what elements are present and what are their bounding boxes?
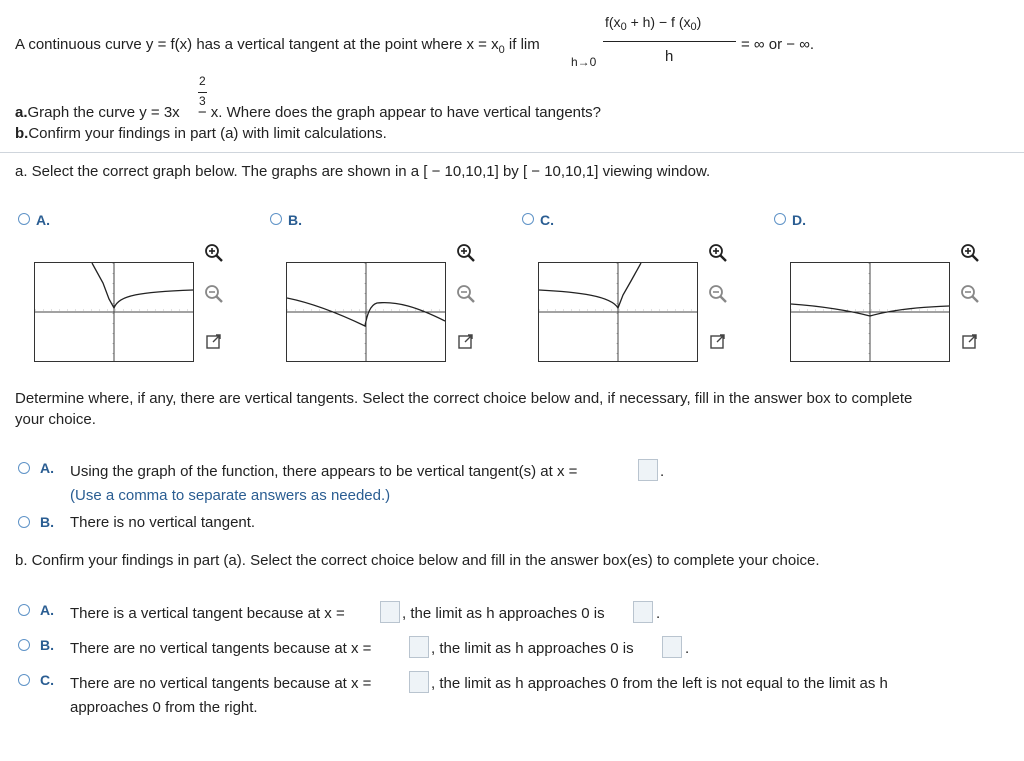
divider: [0, 152, 1024, 153]
if-lim: if lim: [504, 36, 540, 53]
determine-instruction-line2: your choice.: [15, 411, 96, 428]
zoom-out-icon[interactable]: [708, 284, 728, 304]
part-a-choice-b-text: There is no vertical tangent.: [70, 514, 256, 531]
part-b-choice-b-text2: , the limit as h approaches 0 is: [431, 640, 634, 657]
part-b-choice-b-label: B.: [40, 637, 54, 653]
graph-option-d-label: D.: [792, 212, 806, 228]
graph-option-c-radio[interactable]: [522, 213, 534, 225]
part-b-prompt: b.Confirm your findings in part (a) with limit calculations.: [15, 125, 387, 142]
zoom-in-icon[interactable]: [204, 243, 224, 263]
exponent-denominator: 3: [199, 94, 206, 108]
graph-option-a[interactable]: [34, 262, 194, 362]
part-a-prompt: a.Graph the curve y = 3x − x. Where does the graph appear to have vertical tangents?: [15, 104, 602, 121]
part-b-choice-c-text1: There are no vertical tangents because at x =: [70, 675, 372, 692]
exponent-bar: [198, 92, 207, 93]
graph-c-plot: [539, 263, 697, 361]
popout-icon[interactable]: [204, 331, 224, 351]
intro-lead: A continuous curve y = f(x) has a vertical tangent at the point where x = x: [15, 36, 499, 53]
graph-option-d-radio[interactable]: [774, 213, 786, 225]
exponent-numerator: 2: [199, 74, 206, 88]
x0-subscript: 0: [498, 44, 505, 56]
intro-tail: = ∞ or − ∞.: [741, 36, 815, 53]
zoom-out-icon[interactable]: [456, 284, 476, 304]
zoom-out-icon[interactable]: [204, 284, 224, 304]
zoom-out-icon[interactable]: [960, 284, 980, 304]
determine-instruction-line1: Determine where, if any, there are vertical tangents. Select the correct choice below and, if necessary, fill in the answer box to complete: [15, 390, 913, 407]
part-a-heading: a. Select the correct graph below. The graphs are shown in a [ − 10,10,1] by [ − 10,10,1] viewing window.: [15, 163, 711, 180]
part-b-choice-c-text4: approaches 0 from the right.: [70, 699, 258, 716]
graph-option-b-radio[interactable]: [270, 213, 282, 225]
part-b-a-limit-box[interactable]: [633, 601, 653, 623]
fraction-denominator: h: [665, 48, 674, 65]
part-b-a-x-box[interactable]: [380, 601, 400, 623]
part-a-choice-a-text: Using the graph of the function, there appears to be vertical tangent(s) at x =: [70, 463, 578, 480]
part-b-b-limit-box[interactable]: [662, 636, 682, 658]
graph-option-b[interactable]: [286, 262, 446, 362]
graph-option-b-label: B.: [288, 212, 302, 228]
part-a-choice-b-label: B.: [40, 514, 54, 530]
graph-option-c[interactable]: [538, 262, 698, 362]
zoom-in-icon[interactable]: [708, 243, 728, 263]
graph-option-d[interactable]: [790, 262, 950, 362]
part-b-choice-a-text2: , the limit as h approaches 0 is: [402, 605, 605, 622]
graph-d-plot: [791, 263, 949, 361]
part-b-choice-a-label: A.: [40, 602, 54, 618]
part-a-choice-a-period: .: [660, 463, 665, 480]
part-a-choice-a-label: A.: [40, 460, 54, 476]
part-a-hint: (Use a comma to separate answers as needed.): [70, 487, 391, 504]
graph-option-c-label: C.: [540, 212, 554, 228]
part-b-choice-a-text3: .: [656, 605, 661, 622]
part-b-heading: b. Confirm your findings in part (a). Select the correct choice below and fill in the answer box(es) to complete your choice.: [15, 552, 820, 569]
part-b-choice-c-text2: , the limit as h approaches 0 from the left is not equal to the limit as h: [431, 675, 888, 692]
popout-icon[interactable]: [960, 331, 980, 351]
fraction-bar: [603, 41, 736, 42]
popout-icon[interactable]: [456, 331, 476, 351]
part-b-choice-c-label: C.: [40, 672, 54, 688]
zoom-in-icon[interactable]: [960, 243, 980, 263]
part-a-choice-b-radio[interactable]: [18, 516, 30, 528]
part-b-c-x-box[interactable]: [409, 671, 429, 693]
graph-option-a-radio[interactable]: [18, 213, 30, 225]
lim-subscript: h→0: [571, 55, 597, 69]
part-b-b-x-box[interactable]: [409, 636, 429, 658]
part-a-choice-a-radio[interactable]: [18, 462, 30, 474]
graph-b-plot: [287, 263, 445, 361]
fraction-numerator: $f(x_0 + h) - f$ $(x_0)$: [605, 14, 702, 33]
popout-icon[interactable]: [708, 331, 728, 351]
zoom-in-icon[interactable]: [456, 243, 476, 263]
part-b-choice-c-radio[interactable]: [18, 674, 30, 686]
part-b-choice-a-text1: There is a vertical tangent because at x =: [70, 605, 345, 622]
part-b-choice-b-text1: There are no vertical tangents because at x =: [70, 640, 372, 657]
graph-option-a-label: A.: [36, 212, 50, 228]
part-a-answer-box[interactable]: [638, 459, 658, 481]
problem-statement: [15, 36, 540, 56]
graph-a-plot: [35, 263, 193, 361]
part-b-choice-b-text3: .: [685, 640, 690, 657]
part-b-choice-a-radio[interactable]: [18, 604, 30, 616]
part-b-choice-b-radio[interactable]: [18, 639, 30, 651]
